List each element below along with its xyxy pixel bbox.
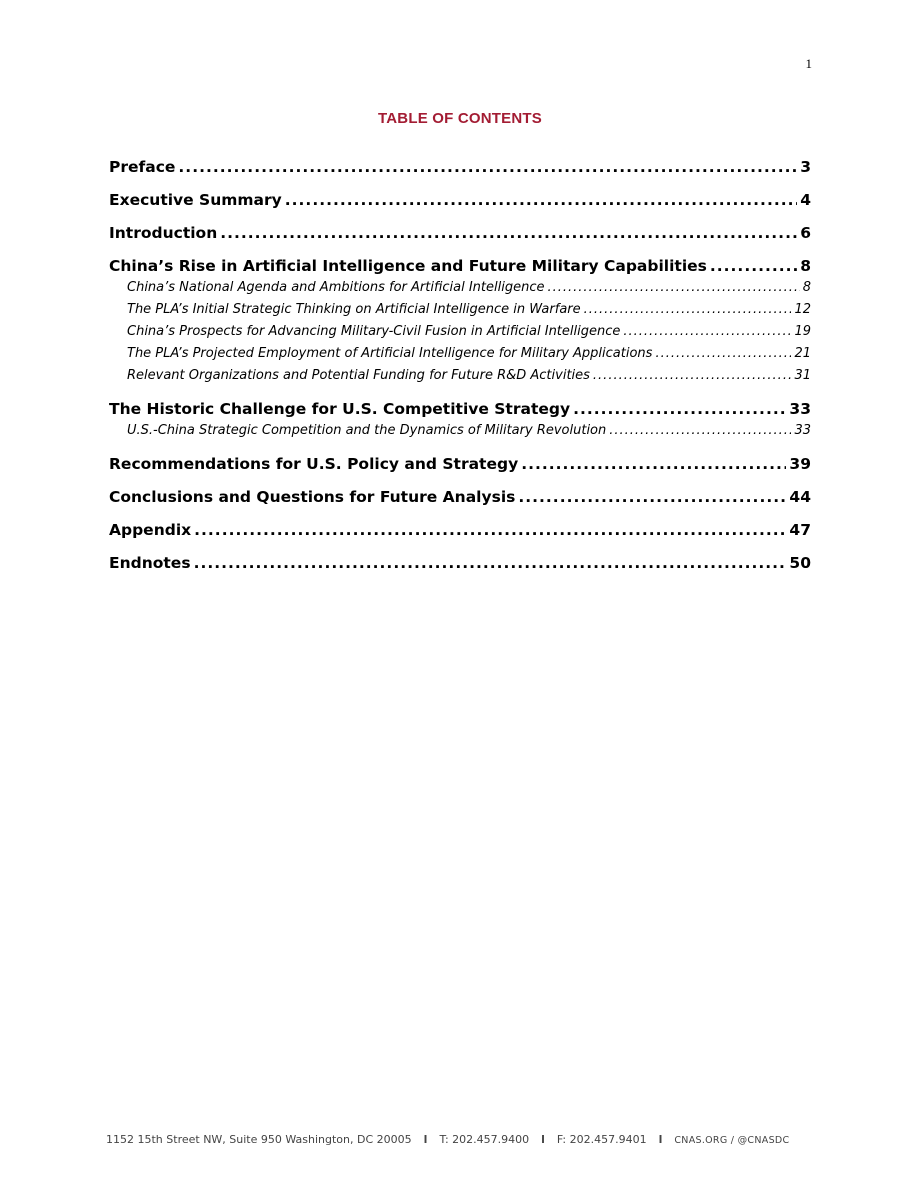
toc-entry-label: China’s National Agenda and Ambitions for Artificial Intelligence <box>127 280 545 295</box>
toc-entry[interactable] <box>109 398 811 420</box>
toc-entry[interactable] <box>109 222 811 244</box>
footer-telephone: T: 202.457.9400 <box>439 1133 530 1146</box>
dot-leader <box>710 255 797 277</box>
toc-entry-label: China’s Rise in Artificial Intelligence and Future Military Capabilities <box>109 257 707 275</box>
dot-leader <box>609 420 791 442</box>
footer-separator: l <box>541 1133 545 1146</box>
toc-title: TABLE OF CONTENTS <box>378 110 542 127</box>
toc-entry-page-number: 3 <box>800 158 811 176</box>
toc-entry-label: Preface <box>109 158 176 176</box>
toc-entry[interactable] <box>109 189 811 211</box>
dot-leader <box>584 299 792 321</box>
dot-leader <box>573 398 786 420</box>
footer-address: 1152 15th Street NW, Suite 950 Washington, DC 20005 <box>106 1133 412 1146</box>
toc-entry-label: Recommendations for U.S. Policy and Strategy <box>109 455 519 473</box>
toc-entry-label: Relevant Organizations and Potential Funding for Future R&D Activities <box>127 368 590 383</box>
toc-entry-page-number: 33 <box>789 400 811 418</box>
toc-entry-page-number: 50 <box>789 554 811 572</box>
dot-leader <box>521 453 786 475</box>
footer-web: CNAS.ORG / @CNASDC <box>674 1135 790 1146</box>
toc-entry-label: Appendix <box>109 521 192 539</box>
dot-leader <box>548 277 800 299</box>
dot-leader <box>285 189 797 211</box>
page-number: 1 <box>805 56 812 71</box>
dot-leader <box>593 365 792 387</box>
toc-entry-page-number: 19 <box>794 324 811 339</box>
toc-entry-page-number: 8 <box>802 280 811 295</box>
toc-entry[interactable] <box>109 453 811 475</box>
toc-entry-label: Conclusions and Questions for Future Analysis <box>109 488 516 506</box>
footer-separator: l <box>658 1133 663 1146</box>
footer-separator: l <box>423 1133 428 1146</box>
toc-entry[interactable] <box>109 552 811 574</box>
toc-entry-page-number: 47 <box>789 521 811 539</box>
toc-subentry[interactable] <box>109 277 811 299</box>
toc-entry-page-number: 31 <box>794 368 811 383</box>
toc-subentry[interactable] <box>109 343 811 365</box>
toc-entry-label: The PLA’s Initial Strategic Thinking on Artificial Intelligence in Warfare <box>127 302 581 317</box>
toc-subentry[interactable] <box>109 299 811 321</box>
toc-entry[interactable] <box>109 486 811 508</box>
dot-leader <box>178 156 797 178</box>
toc-entry-label: The PLA’s Projected Employment of Artificial Intelligence for Military Applications <box>127 346 653 361</box>
toc-entry-label: Executive Summary <box>109 191 282 209</box>
toc-entry-page-number: 8 <box>800 257 811 275</box>
toc-entry-page-number: 21 <box>794 346 811 361</box>
toc-entry-page-number: 12 <box>794 302 811 317</box>
toc-subentry[interactable] <box>109 365 811 387</box>
dot-leader <box>518 486 786 508</box>
toc-entry[interactable] <box>109 255 811 277</box>
dot-leader <box>220 222 797 244</box>
toc-entry[interactable] <box>109 519 811 541</box>
toc-entry-label: Introduction <box>109 224 218 242</box>
toc-entry-label: Endnotes <box>109 554 191 572</box>
dot-leader <box>194 552 787 574</box>
toc-entry-page-number: 39 <box>789 455 811 473</box>
toc-entry-page-number: 33 <box>794 423 811 438</box>
toc-entry-page-number: 6 <box>800 224 811 242</box>
dot-leader <box>194 519 786 541</box>
toc-entry-page-number: 4 <box>800 191 811 209</box>
toc-subentry[interactable] <box>109 321 811 343</box>
dot-leader <box>623 321 791 343</box>
toc-entry-label: U.S.-China Strategic Competition and the Dynamics of Military Revolution <box>127 423 607 438</box>
footer-fax: F: 202.457.9401 <box>556 1133 647 1146</box>
toc-entry-label: The Historic Challenge for U.S. Competitive Strategy <box>109 400 571 418</box>
page-footer <box>106 1133 789 1146</box>
dot-leader <box>655 343 791 365</box>
toc-entry-label: China’s Prospects for Advancing Military-Civil Fusion in Artificial Intelligence <box>127 324 621 339</box>
table-of-contents <box>109 156 811 574</box>
toc-entry-page-number: 44 <box>789 488 811 506</box>
toc-entry[interactable] <box>109 156 811 178</box>
toc-subentry[interactable] <box>109 420 811 442</box>
